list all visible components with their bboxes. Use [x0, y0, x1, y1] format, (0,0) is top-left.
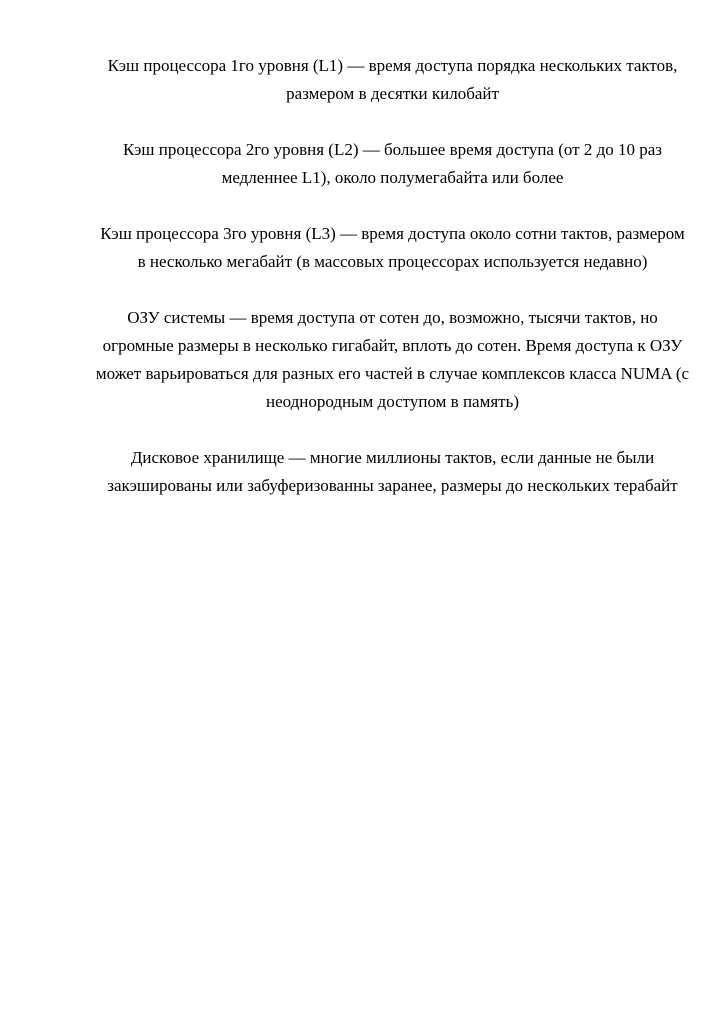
paragraph-disk-storage: Дисковое хранилище — многие миллионы тактов, если данные не были закэшированы или забуферизованны заранее, размеры до нескольких терабайт: [107, 448, 678, 495]
paragraph-l3-cache: Кэш процессора 3го уровня (L3) — время доступа около сотни тактов, размером в несколько мегабайт (в массовых процессорах используется недавно): [100, 224, 685, 271]
text-content: [95, 52, 690, 500]
paragraph-l2-cache: Кэш процессора 2го уровня (L2) — большее время доступа (от 2 до 10 раз медленнее L1), около полумегабайта или более: [123, 140, 662, 187]
paragraph-l1-cache: Кэш процессора 1го уровня (L1) — время доступа порядка нескольких тактов, размером в десятки килобайт: [107, 56, 678, 103]
paragraph-ram: ОЗУ системы — время доступа от сотен до, возможно, тысячи тактов, но огромные размеры в несколько гигабайт, вплоть до сотен. Время доступа к ОЗУ может варьироваться для разных его частей в случае комплексов класса NUMA (с неоднородным доступом в память): [95, 308, 690, 411]
